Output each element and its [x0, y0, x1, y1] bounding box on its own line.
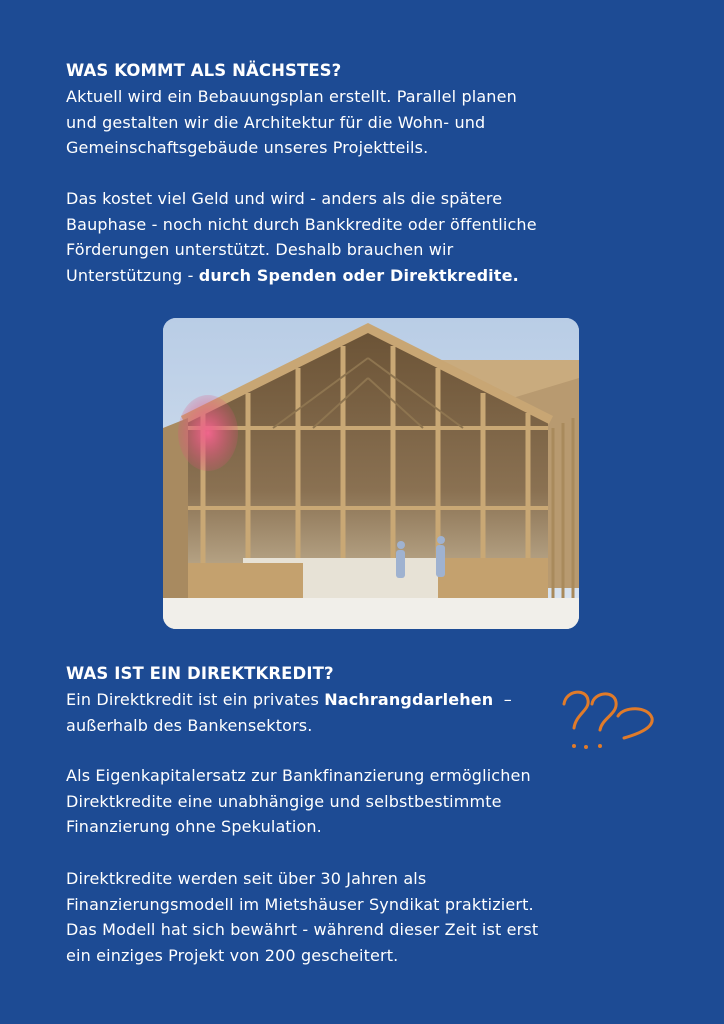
text-line: ein einziges Projekt von 200 gescheitert.	[66, 945, 399, 965]
architecture-model-photo	[163, 318, 579, 629]
paragraph-funding-need	[66, 186, 626, 288]
text-line: Finanzierungsmodell im Mietshäuser Syndikat praktiziert.	[66, 894, 534, 914]
paragraph-syndikat-history	[66, 866, 626, 968]
text-line: Finanzierung ohne Spekulation.	[66, 817, 322, 836]
text-line: Aktuell wird ein Bebauungsplan erstellt. Parallel planen	[66, 87, 517, 106]
section-heading-next-steps: WAS KOMMT ALS NÄCHSTES?	[66, 61, 342, 80]
text-line: und gestalten wir die Architektur für die Wohn- und	[66, 112, 486, 132]
text-span: Unterstützung -	[66, 265, 199, 285]
text-span: Ein Direktkredit ist ein privates	[66, 690, 325, 709]
paragraph-definition	[66, 687, 626, 738]
text-line: außerhalb des Bankensektors.	[66, 715, 313, 735]
section-heading-direktkredit: WAS IST EIN DIREKTKREDIT?	[66, 664, 334, 683]
emphasis-nachrangdarlehen: Nachrangdarlehen	[324, 690, 494, 709]
text-line	[66, 687, 626, 713]
text-line: Förderungen unterstützt. Deshalb brauchen wir	[66, 240, 454, 259]
paragraph-eigenkapitalersatz	[66, 763, 626, 840]
emphasis-donations-loans: durch Spenden oder Direktkredite.	[198, 265, 519, 285]
text-line: Das Modell hat sich bewährt - während dieser Zeit ist erst	[66, 920, 539, 939]
question-marks-doodle-icon	[556, 686, 656, 756]
text-line: Direktkredite eine unabhängige und selbstbestimmte	[66, 791, 502, 811]
text-line: Direktkredite werden seit über 30 Jahren als	[66, 869, 427, 888]
paragraph-bebauungsplan	[66, 84, 626, 161]
text-line: Das kostet viel Geld und wird - anders als die spätere	[66, 189, 503, 208]
text-span: –	[493, 690, 512, 709]
text-line: Als Eigenkapitalersatz zur Bankfinanzierung ermöglichen	[66, 766, 531, 785]
text-line: Gemeinschaftsgebäude unseres Projektteils.	[66, 138, 429, 157]
photo-illustration	[163, 318, 579, 629]
text-line	[66, 263, 626, 289]
text-line: Bauphase - noch nicht durch Bankkredite oder öffentliche	[66, 214, 537, 234]
